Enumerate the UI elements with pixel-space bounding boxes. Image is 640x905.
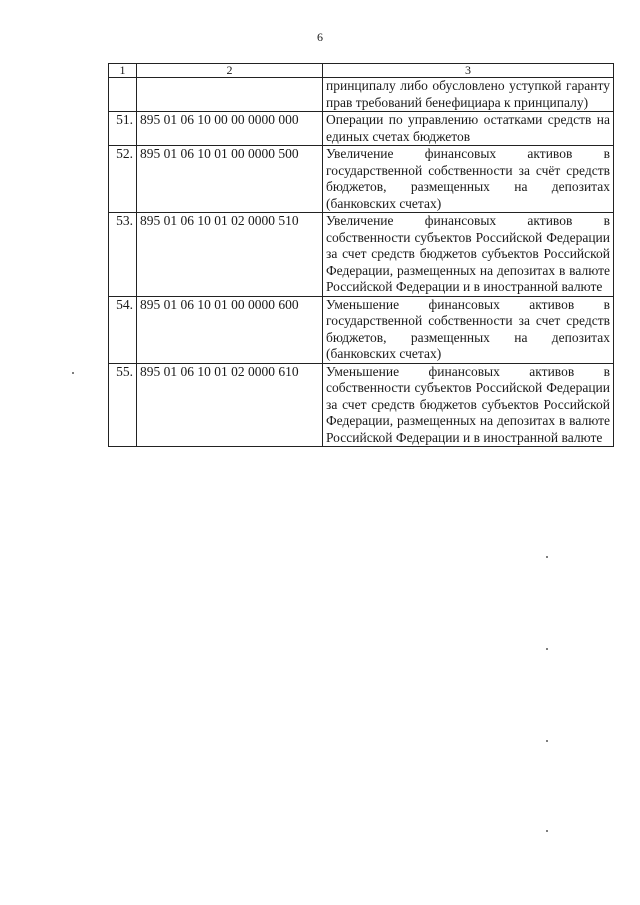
row-description: Увеличение финансовых активов в собственности субъектов Российской Федерации за счет средств бюджетов субъектов Российской Федерации, размещенных на депозитах в валюте Российской Федерации и в иностранной валюте bbox=[323, 213, 614, 297]
row-number: 55. bbox=[109, 363, 137, 447]
row-description: Уменьшение финансовых активов в государственной собственности за счет средств бюджетов, размещенных на депозитах (банковских счетах) bbox=[323, 296, 614, 363]
table-row bbox=[109, 146, 614, 213]
table-row bbox=[109, 213, 614, 297]
row-number bbox=[109, 78, 137, 112]
row-number: 51. bbox=[109, 112, 137, 146]
table-row bbox=[109, 296, 614, 363]
row-code bbox=[137, 78, 323, 112]
row-number: 52. bbox=[109, 146, 137, 213]
row-description: Операции по управлению остатками средств на единых счетах бюджетов bbox=[323, 112, 614, 146]
row-code: 895 01 06 10 01 00 0000 500 bbox=[137, 146, 323, 213]
column-header-code: 2 bbox=[137, 64, 323, 78]
table-row bbox=[109, 363, 614, 447]
row-code: 895 01 06 10 01 00 0000 600 bbox=[137, 296, 323, 363]
row-code: 895 01 06 10 01 02 0000 510 bbox=[137, 213, 323, 297]
scan-speck bbox=[546, 830, 548, 832]
scan-speck bbox=[546, 740, 548, 742]
page-number: 6 bbox=[317, 30, 323, 44]
budget-classification-table bbox=[108, 63, 614, 447]
scan-speck bbox=[72, 372, 74, 374]
scan-speck bbox=[546, 556, 548, 558]
row-description: Увеличение финансовых активов в государственной собственности за счёт средств бюджетов, размещенных на депозитах (банковских счетах) bbox=[323, 146, 614, 213]
table-row bbox=[109, 78, 614, 112]
row-description: Уменьшение финансовых активов в собственности субъектов Российской Федерации за счет средств бюджетов субъектов Российской Федерации, размещенных на депозитах в валюте Российской Федерации и в иностранной валюте bbox=[323, 363, 614, 447]
table-header-row bbox=[109, 64, 614, 78]
row-code: 895 01 06 10 01 02 0000 610 bbox=[137, 363, 323, 447]
table-row bbox=[109, 112, 614, 146]
column-header-description: 3 bbox=[323, 64, 614, 78]
column-header-number: 1 bbox=[109, 64, 137, 78]
row-description: принципалу либо обусловлено уступкой гаранту прав требований бенефициара к принципалу) bbox=[323, 78, 614, 112]
row-code: 895 01 06 10 00 00 0000 000 bbox=[137, 112, 323, 146]
scan-speck bbox=[546, 648, 548, 650]
row-number: 53. bbox=[109, 213, 137, 297]
row-number: 54. bbox=[109, 296, 137, 363]
